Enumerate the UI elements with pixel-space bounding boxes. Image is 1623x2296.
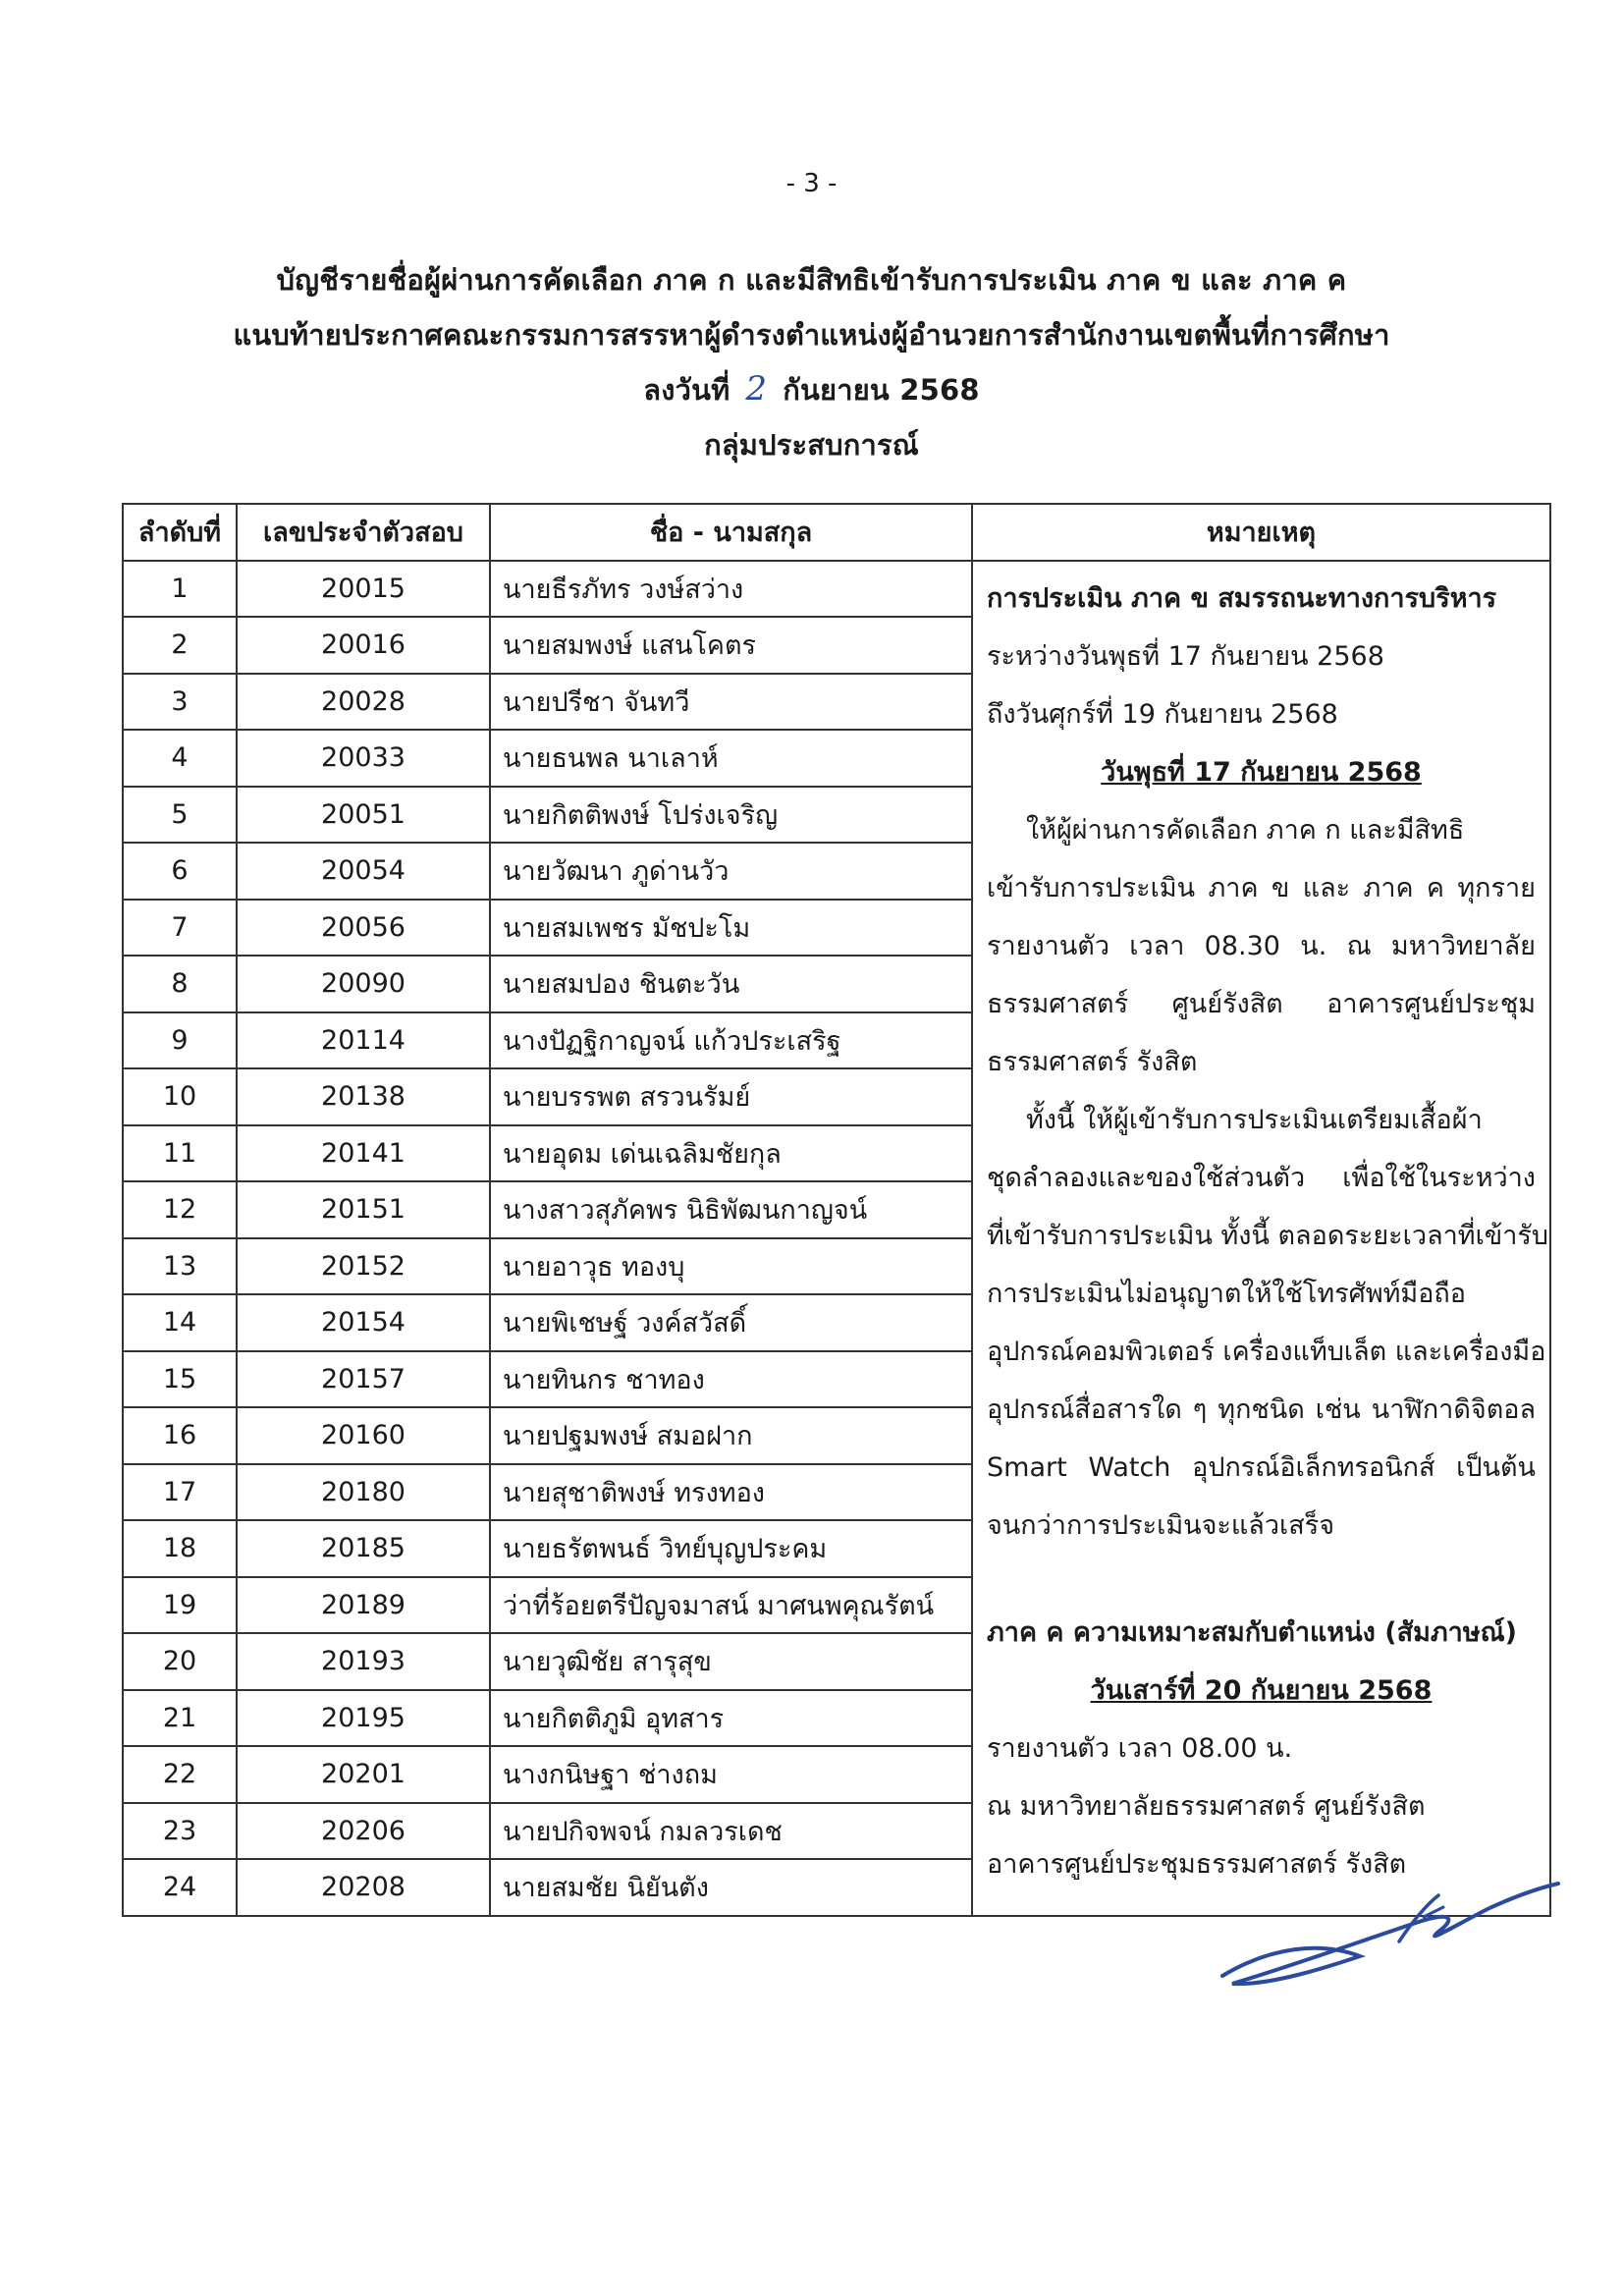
- part-c-title: ภาค ค ความเหมาะสมกับตำแหน่ง (สัมภาษณ์): [987, 1616, 1518, 1648]
- row-number-cell: 13: [123, 1238, 237, 1295]
- row-number-cell: 17: [123, 1464, 237, 1521]
- part-c-line: อาคารศูนย์ประชุมธรรมศาสตร์ รังสิต: [987, 1848, 1407, 1880]
- exam-id-cell: 20180: [237, 1464, 490, 1521]
- row-number-cell: 12: [123, 1181, 237, 1238]
- exam-id-cell: 20015: [237, 561, 490, 618]
- name-cell: นายอุดม เด่นเฉลิมชัยกุล: [490, 1125, 972, 1182]
- name-cell: นายสมเพชร มัชปะโม: [490, 900, 972, 957]
- document-date: [0, 367, 1623, 412]
- part-b-notice-line: การประเมินไม่อนุญาตให้ใช้โทรศัพท์มือถือ: [987, 1278, 1466, 1309]
- exam-id-cell: 20054: [237, 843, 490, 900]
- part-b-day: วันพุธที่ 17 กันยายน 2568: [1101, 756, 1422, 788]
- row-number-cell: 11: [123, 1125, 237, 1182]
- exam-id-cell: 20051: [237, 787, 490, 844]
- name-cell: นายทินกร ชาทอง: [490, 1351, 972, 1408]
- name-cell: นายธีรภัทร วงษ์สว่าง: [490, 561, 972, 618]
- part-b-paragraph-line: รายงานตัว เวลา 08.30 น. ณ มหาวิทยาลัย: [987, 930, 1536, 961]
- part-b-range-end: ถึงวันศุกร์ที่ 19 กันยายน 2568: [987, 698, 1338, 730]
- exam-id-cell: 20208: [237, 1859, 490, 1916]
- name-cell: นางปัฏฐิกาญจน์ แก้วประเสริฐ: [490, 1012, 972, 1069]
- name-cell: นายกิตติภูมิ อุทสาร: [490, 1690, 972, 1747]
- row-number-cell: 5: [123, 787, 237, 844]
- row-number-cell: 18: [123, 1520, 237, 1577]
- part-b-paragraph-line: ธรรมศาสตร์ ศูนย์รังสิต อาคารศูนย์ประชุม: [987, 988, 1536, 1019]
- row-number-cell: 21: [123, 1690, 237, 1747]
- name-cell: นายสุชาติพงษ์ ทรงทอง: [490, 1464, 972, 1521]
- part-b-notice-line: จนกว่าการประเมินจะแล้วเสร็จ: [987, 1509, 1335, 1541]
- exam-id-cell: 20016: [237, 617, 490, 674]
- exam-id-cell: 20189: [237, 1577, 490, 1634]
- part-b-paragraph-line: ธรรมศาสตร์ รังสิต: [987, 1046, 1198, 1077]
- exam-id-cell: 20151: [237, 1181, 490, 1238]
- column-header-remark: หมายเหตุ: [972, 504, 1550, 561]
- exam-id-cell: 20193: [237, 1633, 490, 1690]
- name-cell: นายธรัตพนธ์ วิทย์บุญประคม: [490, 1520, 972, 1577]
- exam-id-cell: 20206: [237, 1803, 490, 1860]
- name-cell: นายปกิจพจน์ กมลวรเดช: [490, 1803, 972, 1860]
- row-number-cell: 10: [123, 1068, 237, 1125]
- name-cell: นายอาวุธ ทองบุ: [490, 1238, 972, 1295]
- part-b-notice-line: ที่เข้ารับการประเมิน ทั้งนี้ ตลอดระยะเวลาที่เข้ารับ: [987, 1220, 1549, 1251]
- name-cell: นายกิตติพงษ์ โปร่งเจริญ: [490, 787, 972, 844]
- name-cell: นายสมพงษ์ แสนโคตร: [490, 617, 972, 674]
- part-b-notice-line: Smart Watch อุปกรณ์อิเล็กทรอนิกส์ เป็นต้น: [987, 1451, 1536, 1483]
- signature-image: [1213, 1848, 1566, 1995]
- row-number-cell: 16: [123, 1407, 237, 1464]
- column-header-name: ชื่อ - นามสกุล: [490, 504, 972, 561]
- part-b-title: การประเมิน ภาค ข สมรรถนะทางการบริหาร: [987, 582, 1497, 614]
- exam-id-cell: 20152: [237, 1238, 490, 1295]
- row-number-cell: 6: [123, 843, 237, 900]
- row-number-cell: 4: [123, 730, 237, 787]
- row-number-cell: 15: [123, 1351, 237, 1408]
- document-title: บัญชีรายชื่อผู้ผ่านการคัดเลือก ภาค ก และมีสิทธิเข้ารับการประเมิน ภาค ข และ ภาค ค: [276, 263, 1347, 297]
- table-body: [123, 561, 1550, 1916]
- name-cell: นายธนพล นาเลาห์: [490, 730, 972, 787]
- part-b-notice-line: ทั้งนี้ ให้ผู้เข้ารับการประเมินเตรียมเสื้อผ้า: [1026, 1104, 1483, 1135]
- spacer: [987, 1555, 1536, 1604]
- name-cell: นางกนิษฐา ช่างถม: [490, 1746, 972, 1803]
- name-cell: นายปฐมพงษ์ สมอฝาก: [490, 1407, 972, 1464]
- exam-id-cell: 20138: [237, 1068, 490, 1125]
- exam-id-cell: 20033: [237, 730, 490, 787]
- row-number-cell: 20: [123, 1633, 237, 1690]
- row-number-cell: 24: [123, 1859, 237, 1916]
- part-b-notice-line: ชุดลำลองและของใช้ส่วนตัว เพื่อใช้ในระหว่าง: [987, 1162, 1536, 1193]
- row-number-cell: 3: [123, 674, 237, 731]
- name-cell: นายสมชัย นิยันตัง: [490, 1859, 972, 1916]
- column-header-exam-id: เลขประจำตัวสอบ: [237, 504, 490, 561]
- row-number-cell: 22: [123, 1746, 237, 1803]
- page-number: - 3 -: [785, 169, 838, 198]
- row-number-cell: 19: [123, 1577, 237, 1634]
- exam-id-cell: 20114: [237, 1012, 490, 1069]
- date-suffix: กันยายน 2568: [783, 373, 980, 407]
- row-number-cell: 8: [123, 956, 237, 1012]
- date-day-handwritten: 2: [745, 369, 768, 409]
- name-cell: นายพิเชษฐ์ วงค์สวัสดิ์: [490, 1294, 972, 1351]
- date-prefix: ลงวันที่: [643, 373, 730, 407]
- exam-id-cell: 20141: [237, 1125, 490, 1182]
- name-cell: นายวัฒนา ภูด่านวัว: [490, 843, 972, 900]
- exam-id-cell: 20056: [237, 900, 490, 957]
- row-number-cell: 7: [123, 900, 237, 957]
- row-number-cell: 23: [123, 1803, 237, 1860]
- part-c-line: รายงานตัว เวลา 08.00 น.: [987, 1732, 1293, 1764]
- part-b-notice-line: อุปกรณ์คอมพิวเตอร์ เครื่องแท็บเล็ต และเครื่องมือ: [987, 1336, 1546, 1367]
- document-subtitle: แนบท้ายประกาศคณะกรรมการสรรหาผู้ดำรงตำแหน่งผู้อำนวยการสำนักงานเขตพื้นที่การศึกษา: [233, 318, 1390, 352]
- name-cell: ว่าที่ร้อยตรีปัญจมาสน์ มาศนพคุณรัตน์: [490, 1577, 972, 1634]
- exam-id-cell: 20028: [237, 674, 490, 731]
- exam-id-cell: 20154: [237, 1294, 490, 1351]
- name-cell: นายสมปอง ชินตะวัน: [490, 956, 972, 1012]
- exam-id-cell: 20160: [237, 1407, 490, 1464]
- part-b-range-start: ระหว่างวันพุธที่ 17 กันยายน 2568: [987, 640, 1384, 672]
- exam-id-cell: 20195: [237, 1690, 490, 1747]
- table-header-row: [123, 504, 1550, 561]
- remark-cell: [972, 561, 1550, 1916]
- part-b-paragraph-line: เข้ารับการประเมิน ภาค ข และ ภาค ค ทุกราย: [987, 872, 1536, 903]
- part-c-line: ณ มหาวิทยาลัยธรรมศาสตร์ ศูนย์รังสิต: [987, 1790, 1426, 1822]
- exam-id-cell: 20157: [237, 1351, 490, 1408]
- row-number-cell: 9: [123, 1012, 237, 1069]
- candidate-table: [122, 503, 1551, 1917]
- exam-id-cell: 20090: [237, 956, 490, 1012]
- table-row: [123, 561, 1550, 618]
- name-cell: นายบรรพต สรวนรัมย์: [490, 1068, 972, 1125]
- part-b-notice-line: อุปกรณ์สื่อสารใด ๆ ทุกชนิด เช่น นาฬิกาดิจิตอล: [987, 1394, 1536, 1425]
- name-cell: นายปรีชา จันทวี: [490, 674, 972, 731]
- part-c-day: วันเสาร์ที่ 20 กันยายน 2568: [1090, 1674, 1433, 1706]
- row-number-cell: 1: [123, 561, 237, 618]
- name-cell: นายวุฒิชัย สารุสุข: [490, 1633, 972, 1690]
- part-b-paragraph-line: ให้ผู้ผ่านการคัดเลือก ภาค ก และมีสิทธิ: [1026, 814, 1465, 846]
- name-cell: นางสาวสุภัคพร นิธิพัฒนกาญจน์: [490, 1181, 972, 1238]
- exam-id-cell: 20201: [237, 1746, 490, 1803]
- exam-id-cell: 20185: [237, 1520, 490, 1577]
- column-header-no: ลำดับที่: [123, 504, 237, 561]
- row-number-cell: 14: [123, 1294, 237, 1351]
- group-title: กลุ่มประสบการณ์: [704, 428, 919, 462]
- row-number-cell: 2: [123, 617, 237, 674]
